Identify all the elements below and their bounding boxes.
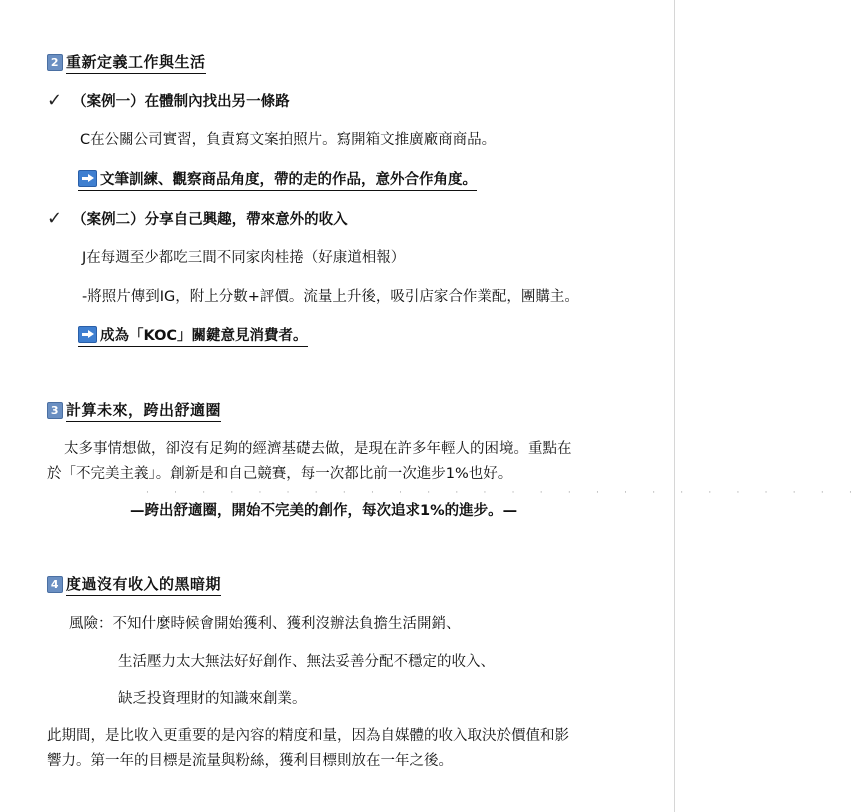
checkmark-icon: ✓ — [47, 208, 63, 229]
case-2-outcome-text: 成為「KOC」關鍵意見消費者。 — [100, 328, 308, 344]
case-2-description-1: J在每週至少都吃三間不同家肉桂捲（好康道相報） — [82, 250, 406, 266]
case-1-heading — [47, 90, 290, 111]
risk-line-3: 缺乏投資理財的知識來創業。 — [118, 691, 307, 707]
case-1-description: C在公關公司實習，負責寫文案拍照片。寫開箱文推廣廠商商品。 — [80, 132, 497, 148]
section-number-badge: 4 — [47, 576, 63, 593]
case-2-outcome — [78, 324, 308, 347]
section-number-badge: 3 — [47, 402, 63, 419]
risk-line-2: 生活壓力太大無法好好創作、無法妥善分配不穩定的收入、 — [118, 654, 495, 670]
section-3-paragraph-line-2: 於「不完美主義」。創新是和自己競賽，每一次都比前一次進步1%也好。 — [47, 466, 513, 482]
section-3-heading — [47, 399, 221, 422]
page-edge — [674, 0, 675, 812]
arrow-right-icon — [78, 170, 97, 187]
section-3-paragraph-line-1: 太多事情想做，卻沒有足夠的經濟基礎去做，是現在許多年輕人的困境。重點在 — [64, 441, 572, 457]
case-2-heading — [47, 208, 348, 229]
case-1-outcome-text: 文筆訓練、觀察商品角度，帶的走的作品，意外合作角度。 — [100, 172, 477, 188]
section-4-title: 度過沒有收入的黑暗期 — [66, 573, 221, 596]
section-4-paragraph-line-2: 響力。第一年的目標是流量與粉絲，獲利目標則放在一年之後。 — [47, 753, 453, 769]
section-3-quote: —跨出舒適圈，開始不完美的創作，每次追求1%的進步。— — [130, 503, 518, 519]
section-4-heading — [47, 573, 221, 596]
emphasis-dots: · · · · · · · · · · · · · · · · · · · · · · · · · · — [146, 488, 863, 498]
risk-line-1: 風險：不知什麼時候會開始獲利、獲利沒辦法負擔生活開銷、 — [69, 616, 461, 632]
section-number-badge: 2 — [47, 54, 63, 71]
checkmark-icon: ✓ — [47, 90, 63, 111]
section-4-paragraph-line-1: 此期間，是比收入更重要的是內容的精度和量，因為自媒體的收入取決於價值和影 — [47, 728, 569, 744]
case-1-title: （案例一）在體制內找出另一條路 — [72, 94, 290, 110]
section-2-title: 重新定義工作與生活 — [66, 51, 206, 74]
section-2-heading — [47, 51, 206, 74]
case-1-outcome — [78, 168, 477, 191]
case-2-description-2: -將照片傳到IG，附上分數+評價。流量上升後，吸引店家合作業配，團購主。 — [82, 289, 579, 305]
arrow-right-icon — [78, 326, 97, 343]
section-3-title: 計算未來，跨出舒適圈 — [66, 399, 221, 422]
case-2-title: （案例二）分享自己興趣，帶來意外的收入 — [72, 212, 348, 228]
